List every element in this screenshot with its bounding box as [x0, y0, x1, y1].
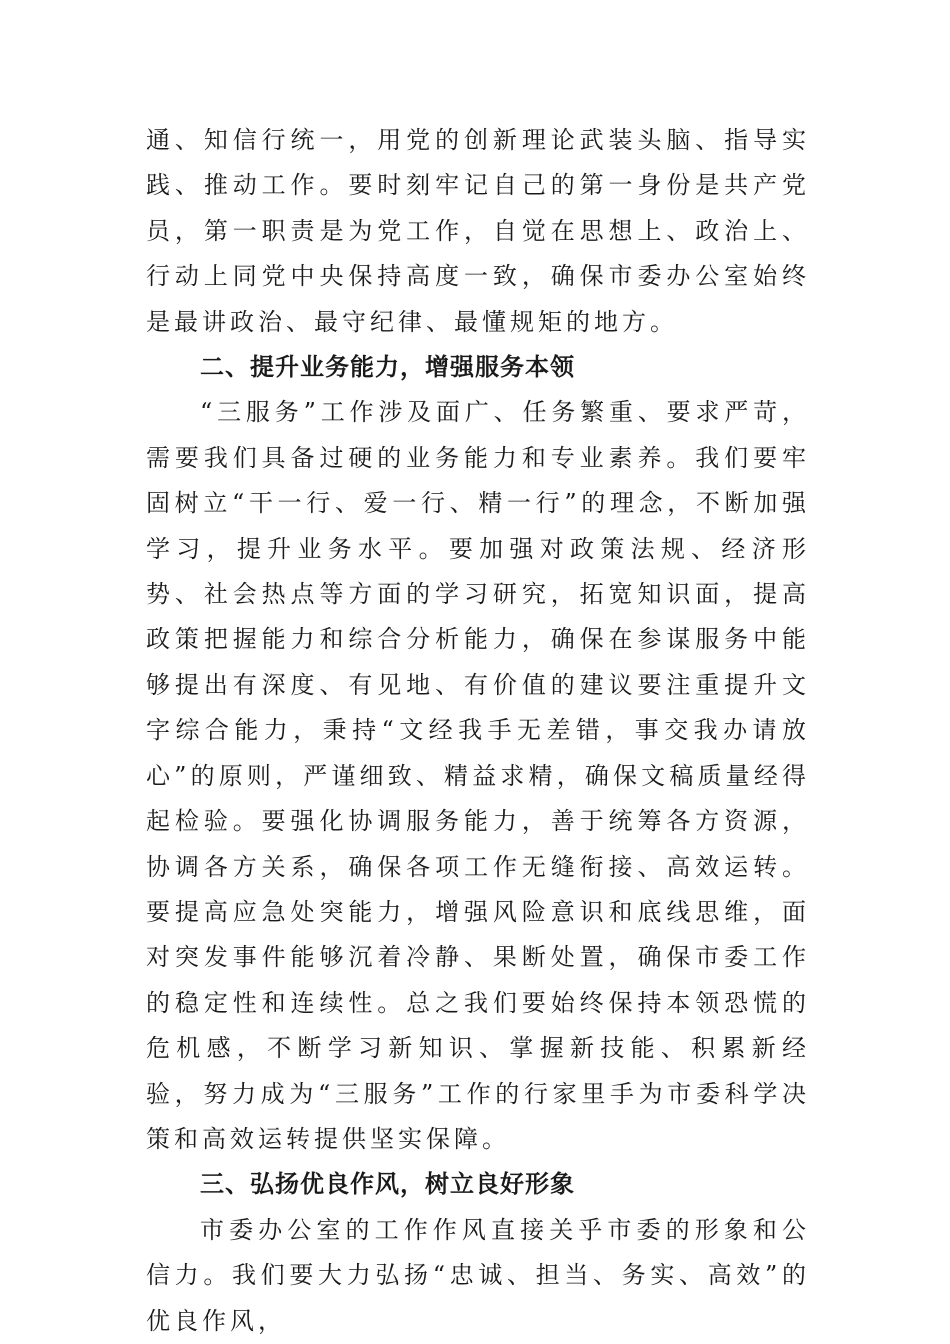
section-heading-3: 三、弘扬优良作风，树立良好形象: [200, 1170, 575, 1199]
paragraph-section-2: “三服务”工作涉及面广、任务繁重、要求严苛，需要我们具备过硬的业务能力和专业素养。我们要牢固树立“干一行、爱一行、精一行”的理念，不断加强学习，提升业务水平。要加强对政策法规、经济形势、社会热点等方面的学习研究，拓宽知识面，提高政策把握能力和综合分析能力，确保在参谋服务中能够提出有深度、有见地、有价值的建议要注重提升文字综合能力，秉持“文经我手无差错，事交我办请放心”的原则，严谨细致、精益求精，确保文稿质量经得起检验。要强化协调服务能力，善于统筹各方资源，协调各方关系，确保各项工作无缝衔接、高效运转。要提高应急处突能力，增强风险意识和底线思维，面对突发事件能够沉着冷静、果断处置，确保市委工作的稳定性和连续性。总之我们要始终保持本领恐慌的危机感，不断学习新知识、掌握新技能、积累新经验，努力成为“三服务”工作的行家里手为市委科学决策和高效运转提供坚实保障。: [146, 398, 810, 1153]
section-heading-2: 二、提升业务能力，增强服务本领: [200, 353, 575, 382]
document-body: [146, 118, 810, 1344]
paragraph-section-3: 市委办公室的工作作风直接关乎市委的形象和公信力。我们要大力弘扬“忠诚、担当、务实、高效”的优良作风，: [146, 1215, 810, 1335]
paragraph-continued: 通、知信行统一，用党的创新理论武装头脑、指导实践、推动工作。要时刻牢记自己的第一身份是共产党员，第一职责是为党工作，自觉在思想上、政治上、行动上同党中央保持高度一致，确保市委办公室始终是最讲政治、最守纪律、最懂规矩的地方。: [146, 126, 810, 336]
